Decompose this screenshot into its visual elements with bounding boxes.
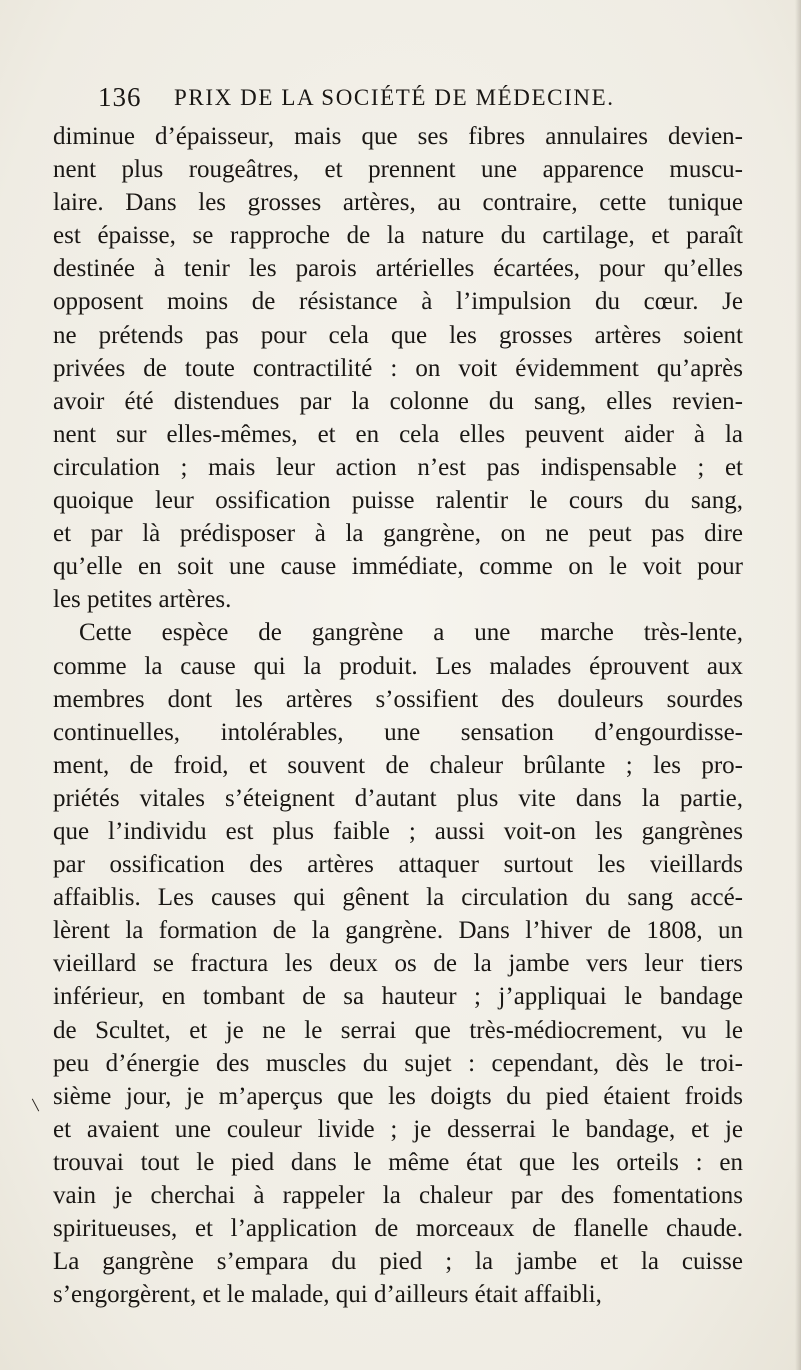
text-line: laire. Dans les grosses artères, au contraire, cette tunique xyxy=(53,189,743,217)
text-line: circulation ; mais leur action n’est pas indispensable ; et xyxy=(53,453,743,481)
text-line: et par là prédisposer à la gangrène, on ne peut pas dire xyxy=(53,520,743,548)
text-line: diminue d’épaisseur, mais que ses fibres annulaires devien- xyxy=(53,123,743,150)
text-line: ment, de froid, et souvent de chaleur brûlante ; les pro- xyxy=(53,751,743,779)
text-line: nent sur elles-mêmes, et en cela elles peuvent aider à la xyxy=(53,420,743,448)
text-line: quoique leur ossification puisse ralentir le cours du sang, xyxy=(53,487,743,515)
text-line-paragraph-end: les petites artères. xyxy=(53,586,232,614)
text-line: lèrent la formation de la gangrène. Dans l’hiver de 1808, un xyxy=(53,917,743,945)
text-line: destinée à tenir les parois artérielles écartées, pour qu’elles xyxy=(53,255,743,283)
body-text xyxy=(53,120,743,1311)
text-line: ne prétends pas pour cela que les grosses artères soient xyxy=(53,321,743,349)
text-line: avoir été distendues par la colonne du sang, elles revien- xyxy=(53,387,743,415)
text-line: membres dont les artères s’ossifient des douleurs sourdes xyxy=(53,685,743,713)
text-line: s’engorgèrent, et le malade, qui d’ailleurs était affaibli, xyxy=(53,1281,602,1309)
text-line: par ossification des artères attaquer surtout les vieillards xyxy=(53,851,743,879)
text-line: qu’elle en soit une cause immédiate, comme on le voit pour xyxy=(53,553,743,581)
text-line: La gangrène s’empara du pied ; la jambe et la cuisse xyxy=(53,1248,743,1276)
text-line: sième jour, je m’aperçus que les doigts du pied étaient froids xyxy=(53,1082,743,1110)
ink-mark xyxy=(32,1099,39,1112)
text-line: vieillard se fractura les deux os de la jambe vers leur tiers xyxy=(53,950,743,978)
running-head: PRIX DE LA SOCIÉTÉ DE MÉDECINE. xyxy=(174,85,615,110)
text-line: et avaient une couleur livide ; je desserrai le bandage, et je xyxy=(53,1115,743,1143)
text-line: de Scultet, et je ne le serrai que très-médiocrement, vu le xyxy=(53,1016,743,1044)
text-line: comme la cause qui la produit. Les malades éprouvent aux xyxy=(53,652,743,680)
text-line: privées de toute contractilité : on voit évidemment qu’après xyxy=(53,354,743,382)
page-number: 136 xyxy=(98,82,142,112)
text-line: continuelles, intolérables, une sensation d’engourdisse- xyxy=(53,718,743,746)
page-header xyxy=(98,82,698,116)
page-edge-shadow xyxy=(795,0,801,1370)
text-line: priétés vitales s’éteignent d’autant plus vite dans la partie, xyxy=(53,784,743,812)
text-line: peu d’énergie des muscles du sujet : cependant, dès le troi- xyxy=(53,1049,743,1077)
text-line: vain je cherchai à rappeler la chaleur par des fomentations xyxy=(53,1182,743,1209)
text-line: que l’individu est plus faible ; aussi voit-on les gangrènes xyxy=(53,817,743,845)
text-line: est épaisse, se rapproche de la nature du cartilage, et paraît xyxy=(53,222,743,250)
text-line: nent plus rougeâtres, et prennent une apparence muscu- xyxy=(53,156,743,184)
text-line: spiritueuses, et l’application de morceaux de flanelle chaude. xyxy=(53,1215,743,1243)
text-line-paragraph-start: Cette espèce de gangrène a une marche très-lente, xyxy=(79,619,743,647)
text-line: inférieur, en tombant de sa hauteur ; j’appliquai le bandage xyxy=(53,983,743,1011)
text-line: opposent moins de résistance à l’impulsion du cœur. Je xyxy=(53,288,743,316)
text-line: trouvai tout le pied dans le même état que les orteils : en xyxy=(53,1148,743,1176)
text-line: affaiblis. Les causes qui gênent la circulation du sang accé- xyxy=(53,884,743,912)
